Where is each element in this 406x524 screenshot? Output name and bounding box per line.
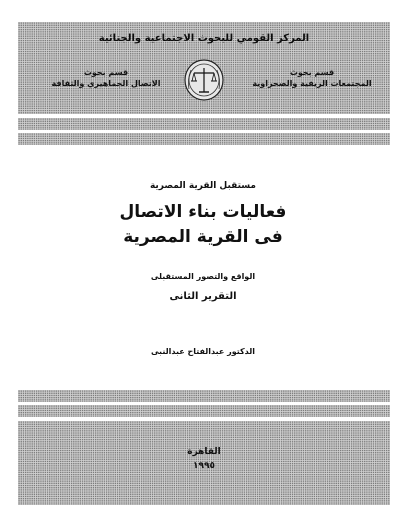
footer-panel — [18, 421, 390, 505]
dept-left-line1: قسم بحوث — [83, 68, 129, 77]
series-title: مستقبل القرية المصرية — [149, 181, 257, 191]
header-panel — [18, 22, 390, 114]
dept-right-line1: قسم بحوث — [289, 68, 335, 77]
decorative-band — [18, 390, 390, 402]
decorative-band — [18, 133, 390, 145]
decorative-band — [18, 118, 390, 130]
main-title-line1: فعاليات بناء الاتصال — [119, 202, 287, 222]
publication-year: ١٩٩٥ — [193, 461, 215, 471]
subtitle: الواقع والتصور المستقبلى — [150, 272, 256, 281]
author-name: الدكتور عبدالفتاح عبدالنبى — [150, 347, 256, 356]
dept-right-line2: المجتمعات الريفية والصحراوية — [252, 79, 372, 88]
institute-name: المركز القومي للبحوث الاجتماعية والجنائية — [98, 33, 310, 44]
dept-mass-communication — [46, 67, 166, 89]
dept-left-line2: الاتصال الجماهيري والثقافة — [51, 79, 161, 88]
main-title-line2: فى القرية المصرية — [123, 227, 283, 247]
scales-of-justice-seal-icon — [183, 59, 225, 101]
publication-city: القاهرة — [187, 447, 221, 457]
report-label: التقرير الثانى — [169, 291, 237, 302]
decorative-band — [18, 405, 390, 417]
dept-rural-desert — [252, 67, 372, 89]
